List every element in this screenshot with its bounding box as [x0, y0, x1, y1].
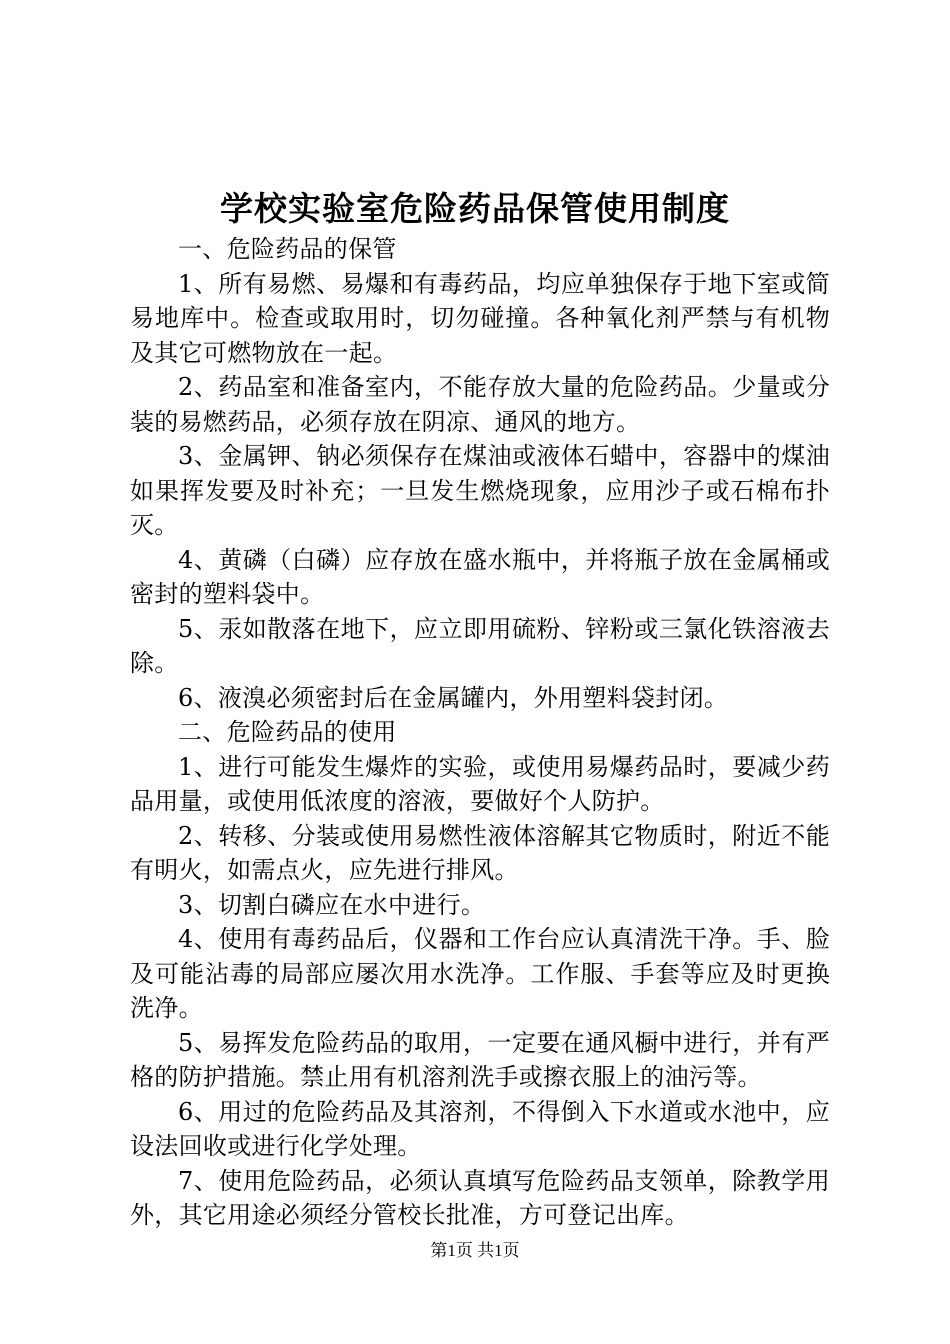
storage-paragraph-1: 1、所有易燃、易爆和有毒药品，均应单独保存于地下室或简易地库中。检查或取用时，切勿碰撞。各种氧化剂严禁与有机物及其它可燃物放在一起。	[130, 269, 830, 367]
section-heading-storage: 一、危险药品的保管	[178, 235, 397, 263]
usage-paragraph-2: 2、转移、分装或使用易燃性液体溶解其它物质时，附近不能有明火，如需点火，应先进行排风。	[130, 821, 830, 884]
usage-paragraph-3: 3、切割白磷应在水中进行。	[178, 890, 486, 919]
usage-paragraph-5: 5、易挥发危险药品的取用，一定要在通风橱中进行，并有严格的防护措施。禁止用有机溶剂洗手或擦衣服上的油污等。	[130, 1028, 830, 1091]
storage-paragraph-3: 3、金属钾、钠必须保存在煤油或液体石蜡中，容器中的煤油如果挥发要及时补充；一旦发生燃烧现象，应用沙子或石棉布扑灭。	[130, 442, 830, 539]
document-body	[130, 232, 830, 1233]
storage-paragraph-2: 2、药品室和准备室内，不能存放大量的危险药品。少量或分装的易燃药品，必须存放在阴凉、通风的地方。	[130, 373, 830, 436]
usage-paragraph-6: 6、用过的危险药品及其溶剂，不得倒入下水道或水池中，应设法回收或进行化学处理。	[130, 1097, 830, 1160]
usage-paragraph-1: 1、进行可能发生爆炸的实验，或使用易爆药品时，要减少药品用量，或使用低浓度的溶液，要做好个人防护。	[130, 752, 830, 815]
storage-paragraph-4: 4、黄磷（白磷）应存放在盛水瓶中，并将瓶子放在金属桶或密封的塑料袋中。	[130, 545, 830, 608]
storage-paragraph-6: 6、液溴必须密封后在金属罐内，外用塑料袋封闭。	[178, 683, 729, 712]
page-number-footer: 第1页 共1页	[430, 1241, 520, 1260]
storage-paragraph-5: 5、汞如散落在地下，应立即用硫粉、锌粉或三氯化铁溶液去除。	[130, 614, 830, 677]
section-heading-usage: 二、危险药品的使用	[178, 718, 397, 746]
usage-paragraph-4: 4、使用有毒药品后，仪器和工作台应认真清洗干净。手、脸及可能沾毒的局部应屡次用水洗净。工作服、手套等应及时更换洗净。	[130, 925, 830, 1022]
document-title: 学校实验室危险药品保管使用制度	[220, 189, 730, 228]
usage-paragraph-7: 7、使用危险药品，必须认真填写危险药品支领单，除教学用外，其它用途必须经分管校长批准，方可登记出库。	[130, 1166, 830, 1229]
